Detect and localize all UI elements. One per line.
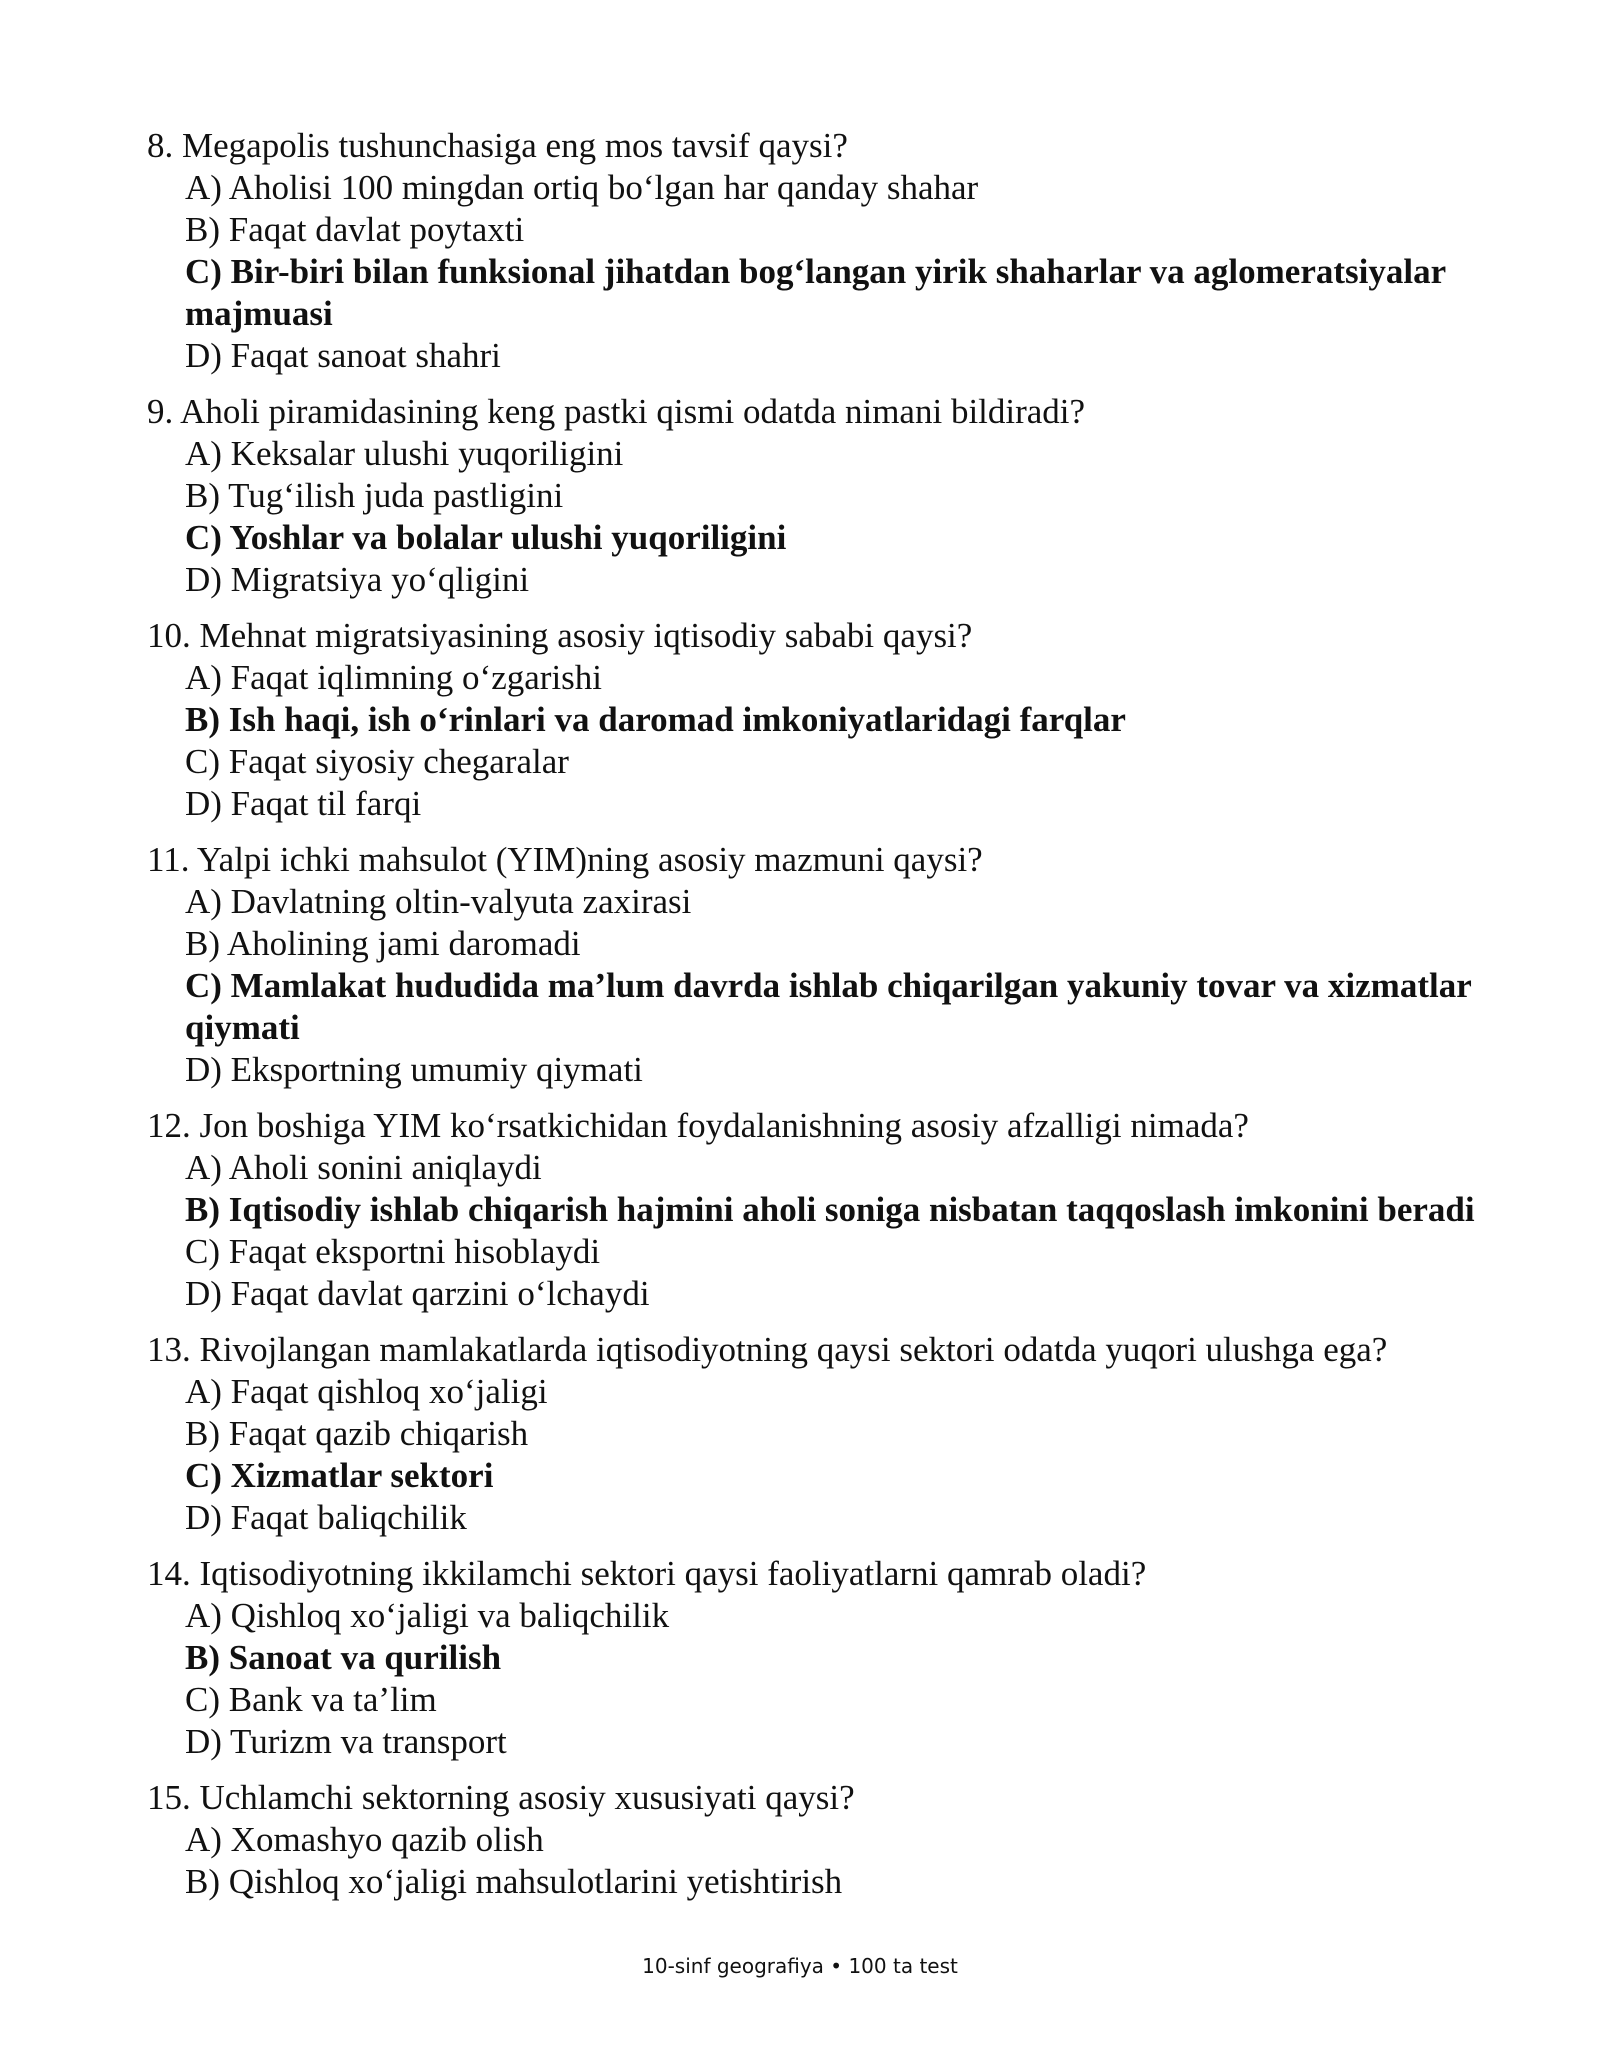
answer-options (185, 657, 1477, 825)
answer-option: D) Faqat sanoat shahri (185, 336, 501, 375)
answer-option: D) Faqat til farqi (185, 784, 422, 823)
answer-options (185, 1371, 1477, 1539)
question-text: 15. Uchlamchi sektorning asosiy xususiyati qaysi? (147, 1778, 855, 1817)
question-text: 11. Yalpi ichki mahsulot (YIM)ning asosiy mazmuni qaysi? (147, 840, 983, 879)
question-item (147, 1105, 1477, 1315)
question-item (147, 391, 1477, 601)
answer-option: C) Mamlakat hududida ma’lum davrda ishlab chiqarilgan yakuniy tovar va xizmatlar qiymati (185, 966, 1472, 1047)
question-text: 9. Aholi piramidasining keng pastki qismi odatda nimani bildiradi? (147, 392, 1086, 431)
question-text: 8. Megapolis tushunchasiga eng mos tavsif qaysi? (147, 126, 848, 165)
question-item (147, 1553, 1477, 1763)
answer-options (185, 1147, 1477, 1315)
question-item (147, 125, 1477, 377)
answer-option: A) Xomashyo qazib olish (185, 1820, 544, 1859)
answer-option: B) Iqtisodiy ishlab chiqarish hajmini aholi soniga nisbatan taqqoslash imkonini beradi (185, 1190, 1475, 1229)
answer-option: B) Aholining jami daromadi (185, 924, 581, 963)
answer-options (185, 433, 1477, 601)
answer-option: B) Ish haqi, ish o‘rinlari va daromad imkoniyatlaridagi farqlar (185, 700, 1126, 739)
answer-option: B) Faqat davlat poytaxti (185, 210, 525, 249)
answer-option: D) Faqat baliqchilik (185, 1498, 467, 1537)
answer-option: C) Yoshlar va bolalar ulushi yuqoriligini (185, 518, 787, 557)
answer-option: A) Keksalar ulushi yuqoriligini (185, 434, 624, 473)
answer-option: B) Sanoat va qurilish (185, 1638, 502, 1677)
answer-option: A) Qishloq xo‘jaligi va baliqchilik (185, 1596, 670, 1635)
question-item (147, 1329, 1477, 1539)
answer-option: D) Migratsiya yo‘qligini (185, 560, 530, 599)
answer-option: C) Xizmatlar sektori (185, 1456, 494, 1495)
answer-option: A) Aholisi 100 mingdan ortiq bo‘lgan har qanday shahar (185, 168, 979, 207)
question-list (147, 125, 1477, 1917)
question-text: 10. Mehnat migratsiyasining asosiy iqtisodiy sababi qaysi? (147, 616, 973, 655)
question-item (147, 839, 1477, 1091)
question-text: 14. Iqtisodiyotning ikkilamchi sektori qaysi faoliyatlarni qamrab oladi? (147, 1554, 1147, 1593)
answer-option: C) Bir-biri bilan funksional jihatdan bog‘langan yirik shaharlar va aglomeratsiyalar majmuasi (185, 252, 1446, 333)
page-footer: 10-sinf geografiya • 100 ta test (642, 1954, 958, 1978)
answer-option: A) Aholi sonini aniqlaydi (185, 1148, 542, 1187)
answer-options (185, 1819, 1477, 1903)
question-item (147, 1777, 1477, 1903)
answer-option: B) Qishloq xo‘jaligi mahsulotlarini yetishtirish (185, 1862, 843, 1901)
answer-option: C) Faqat eksportni hisoblaydi (185, 1232, 601, 1271)
answer-option: A) Faqat iqlimning o‘zgarishi (185, 658, 603, 697)
answer-option: C) Bank va ta’lim (185, 1680, 437, 1719)
answer-option: D) Eksportning umumiy qiymati (185, 1050, 643, 1089)
answer-option: A) Davlatning oltin-valyuta zaxirasi (185, 882, 692, 921)
answer-options (185, 881, 1477, 1091)
question-text: 13. Rivojlangan mamlakatlarda iqtisodiyotning qaysi sektori odatda yuqori ulushga ega? (147, 1330, 1388, 1369)
question-text: 12. Jon boshiga YIM ko‘rsatkichidan foydalanishning asosiy afzalligi nimada? (147, 1106, 1249, 1145)
answer-option: D) Faqat davlat qarzini o‘lchaydi (185, 1274, 650, 1313)
answer-option: D) Turizm va transport (185, 1722, 507, 1761)
answer-option: B) Tug‘ilish juda pastligini (185, 476, 564, 515)
answer-options (185, 167, 1477, 377)
answer-option: B) Faqat qazib chiqarish (185, 1414, 529, 1453)
answer-option: C) Faqat siyosiy chegaralar (185, 742, 569, 781)
answer-option: A) Faqat qishloq xo‘jaligi (185, 1372, 548, 1411)
question-item (147, 615, 1477, 825)
answer-options (185, 1595, 1477, 1763)
